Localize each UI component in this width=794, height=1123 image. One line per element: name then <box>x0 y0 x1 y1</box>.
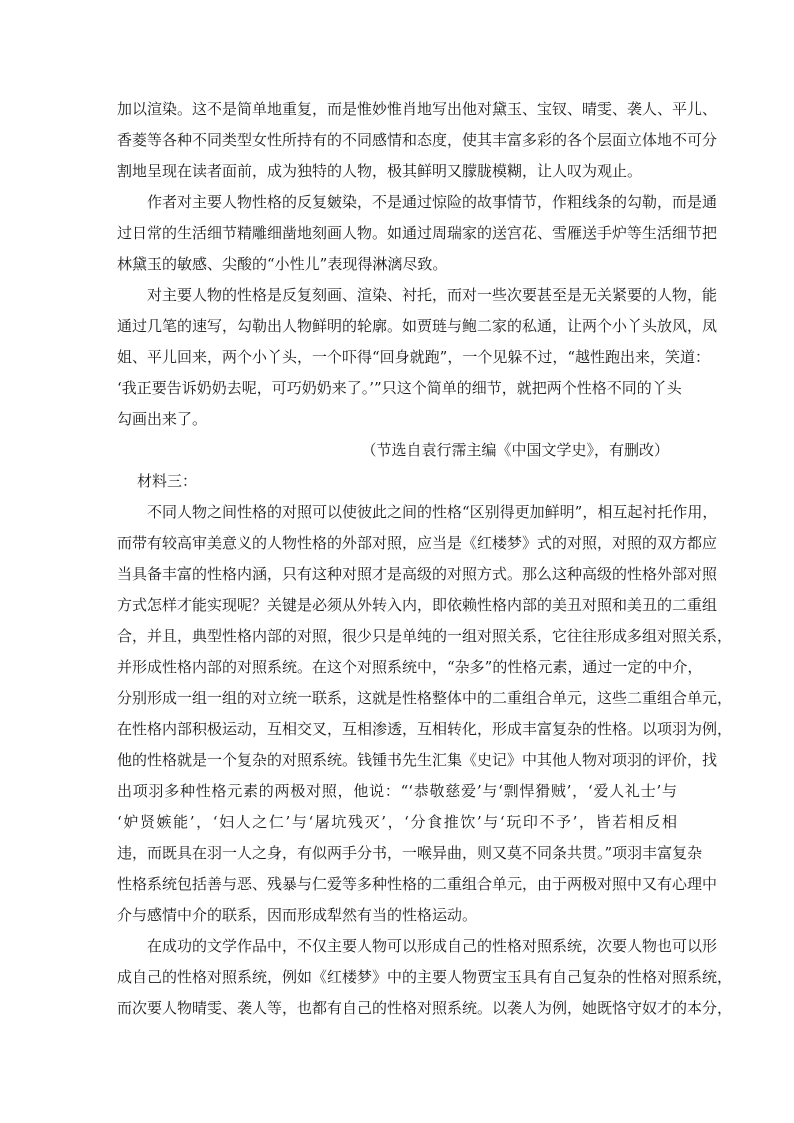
text-line: 介与感情中介的联系，因而形成犁然有当的性格运动。 <box>117 906 478 924</box>
paragraph <box>117 931 733 1024</box>
text-line: 作者对主要人物性格的反复皴染，不是通过惊险的故事情节，作粗线条的勾勒，而是通 <box>147 193 718 211</box>
text-line: 而带有较高审美意义的人物性格的外部对照，应当是《红楼梦》式的对照，对照的双方都应 <box>117 534 718 552</box>
text-line: 不同人物之间性格的对照可以使彼此之间的性格“区别得更加鲜明”，相互起衬托作用， <box>147 503 718 521</box>
text-line: 林黛玉的敏感、尖酸的“小性儿”表现得淋漓尽致。 <box>117 255 448 273</box>
text-line: 违，而既具在羽一人之身，有似两手分书，一喉异曲，则又莫不同条共贯。”项羽丰富复杂 <box>117 844 703 862</box>
text-line: 勾画出来了。 <box>117 410 208 428</box>
text-line: 在成功的文学作品中，不仅主要人物可以形成自己的性格对照系统，次要人物也可以形 <box>147 937 718 955</box>
text-line: 加以渲染。这不是简单地重复，而是惟妙惟肖地写出他对黛玉、宝钗、晴雯、袭人、平儿、 <box>117 100 718 118</box>
text-line: 并形成性格内部的对照系统。在这个对照系统中，“杂多”的性格元素，通过一定的中介， <box>117 658 703 676</box>
paragraph <box>117 497 733 931</box>
text-line: 合，并且，典型性格内部的对照，很少只是单纯的一组对照关系，它往往形成多组对照关系， <box>117 627 733 645</box>
text-line: 通过几笔的速写，勾勒出人物鲜明的轮廓。如贾琏与鲍二家的私通，让两个小丫头放风，凤 <box>117 317 718 335</box>
text-line: 而次要人物晴雯、袭人等，也都有自己的性格对照系统。以袭人为例，她既恪守奴才的本分， <box>117 999 733 1017</box>
document-page <box>117 94 733 1024</box>
text-line: 香菱等各种不同类型女性所持有的不同感情和态度，使其丰富多彩的各个层面立体地不可分 <box>117 131 718 149</box>
paragraph <box>117 94 718 187</box>
section-heading <box>117 466 677 497</box>
text-line: 姐、平儿回来，两个小丫头，一个吓得“回身就跑”，一个见躲不过，“越性跑出来，笑道： <box>117 348 711 366</box>
text-line: 割地呈现在读者面前，成为独特的人物，极其鲜明又朦胧模糊，让人叹为观止。 <box>117 162 643 180</box>
source-citation <box>117 435 677 466</box>
text-line: 当具备丰富的性格内涵，只有这种对照才是高级的对照方式。那么这种高级的性格外部对照 <box>117 565 718 583</box>
text-line: 材料三： <box>137 472 198 490</box>
text-line: 在性格内部积极运动，互相交叉，互相渗透，互相转化，形成丰富复杂的性格。以项羽为例， <box>117 720 733 738</box>
text-line: 对主要人物的性格是反复刻画、渲染、衬托，而对一些次要甚至是无关紧要的人物，能 <box>147 286 718 304</box>
text-line: 过日常的生活细节精雕细凿地刻画人物。如通过周瑞家的送宫花、雪雁送手炉等生活细节把 <box>117 224 718 242</box>
text-line: 他的性格就是一个复杂的对照系统。钱锺书先生汇集《史记》中其他人物对项羽的评价，找 <box>117 751 718 769</box>
text-line: 分别形成一组一组的对立统一联系，这就是性格整体中的二重组合单元，这些二重组合单元， <box>117 689 733 707</box>
text-line: ‘我正要告诉奶奶去呢，可巧奶奶来了。’”只这个简单的细节，就把两个性格不同的丫头 <box>117 379 682 397</box>
paragraph <box>117 280 718 435</box>
text-line: 性格系统包括善与恶、残暴与仁爱等多种性格的二重组合单元，由于两极对照中又有心理中 <box>117 875 718 893</box>
text-line: 方式怎样才能实现呢？关键是必须从外转入内，即依赖性格内部的美丑对照和美丑的二重组 <box>117 596 718 614</box>
text-line: （节选自袁行霈主编《中国文学史》，有删改） <box>361 441 669 459</box>
text-line: ‘妒贤嫉能’，‘妇人之仁’与‘屠坑残灭’，‘分食推饮’与‘玩印不予’，皆若相反相 <box>117 813 677 831</box>
paragraph <box>117 187 718 280</box>
text-line: 成自己的性格对照系统，例如《红楼梦》中的主要人物贾宝玉具有自己复杂的性格对照系统， <box>117 968 733 986</box>
text-line: 出项羽多种性格元素的两极对照，他说：“‘恭敬慈爱’与‘剽悍猾贼’，‘爱人礼士’与 <box>117 782 677 800</box>
